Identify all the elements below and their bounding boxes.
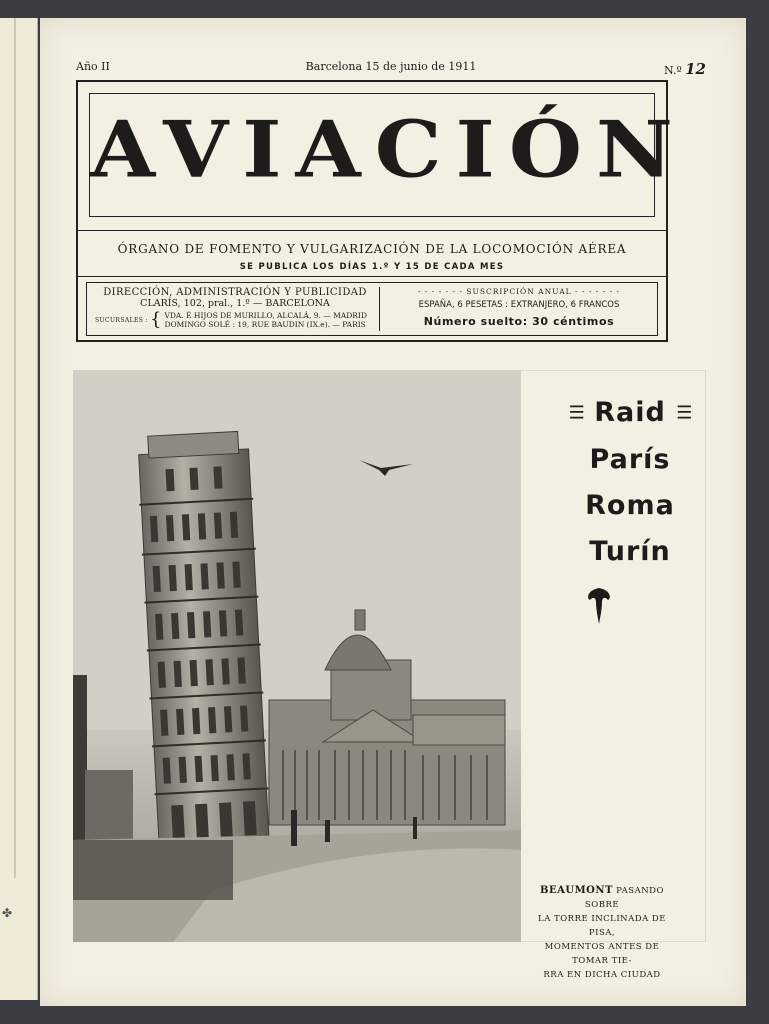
floral-ornament-icon (584, 586, 614, 626)
single-issue-price: Número suelto: 30 céntimos (423, 315, 615, 328)
branch-madrid: VDA. É HIJOS DE MURILLO, ALCALÁ, 9. — MADRID (164, 311, 367, 320)
headline-line-raid (530, 390, 730, 437)
title-frame (89, 93, 687, 217)
masthead-rule-top (78, 230, 666, 231)
issue-year: Año II (76, 60, 110, 73)
publication-schedule: SE PUBLICA LOS DÍAS 1.º Y 15 DE CADA MES (239, 262, 505, 272)
branches-label: SUCURSALES : (95, 316, 148, 324)
photo-caption (528, 884, 676, 982)
headline-roma: Roma (585, 489, 675, 521)
photo-illustration (73, 370, 521, 942)
direction-title: DIRECCIÓN, ADMINISTRACIÓN Y PUBLICIDAD (103, 287, 367, 298)
subscription-title: - - - - - - - SUSCRIPCIÓN ANUAL - - - - - - - (417, 287, 621, 296)
brace-icon: { (149, 309, 162, 330)
info-divider (379, 287, 380, 331)
direction-info (95, 287, 375, 329)
leaning-tower-icon (136, 431, 271, 844)
magazine-title: AVIACIÓN (90, 104, 687, 196)
caption-line3: MOMENTOS ANTES DE TOMAR TIE- (544, 942, 660, 966)
issue-number (664, 60, 706, 78)
masthead-rule-bottom (78, 276, 666, 277)
headline-turin: Turín (589, 535, 671, 567)
issue-number-prefix: N.º (664, 64, 682, 77)
dash-right-icon: ☰ (676, 402, 692, 424)
caption-line4: RRA EN DICHA CIUDAD (543, 970, 661, 980)
raid-headline (530, 390, 730, 575)
caption-line2: LA TORRE INCLINADA DE PISA, (538, 914, 666, 938)
issue-date: Barcelona 15 de junio de 1911 (305, 60, 477, 73)
publication-info-box (86, 282, 658, 336)
headline-raid: Raid (594, 397, 666, 428)
dash-left-icon: ☰ (568, 402, 584, 424)
magazine-cover-page (40, 18, 746, 1006)
branches (95, 311, 375, 329)
masthead (76, 80, 687, 342)
subscription-prices: ESPAÑA, 6 PESETAS : EXTRANJERO, 6 FRANCOS (418, 300, 620, 310)
direction-address: CLARÍS, 102, pral., 1.º — BARCELONA (140, 298, 330, 309)
pisa-tower-photograph (73, 370, 521, 942)
headline-paris: París (589, 443, 671, 475)
branch-paris: DOMINGO SOLÉ : 19, RUE BAUDIN (IX.e). — PARIS (164, 320, 366, 329)
caption-name: BEAUMONT (540, 885, 613, 896)
left-page-edge (0, 18, 38, 1000)
left-page-ornament: ✤ (2, 906, 13, 920)
issue-number-value: 12 (685, 60, 706, 78)
caption-line1: PASANDO SOBRE (584, 886, 664, 910)
left-page-binding-line (14, 18, 16, 878)
subscription-info (387, 287, 651, 328)
magazine-subtitle: ÓRGANO DE FOMENTO Y VULGARIZACIÓN DE LA LOCOMOCIÓN AÉREA (117, 242, 627, 256)
issue-header-line (76, 60, 706, 78)
branch-lines (164, 311, 366, 329)
